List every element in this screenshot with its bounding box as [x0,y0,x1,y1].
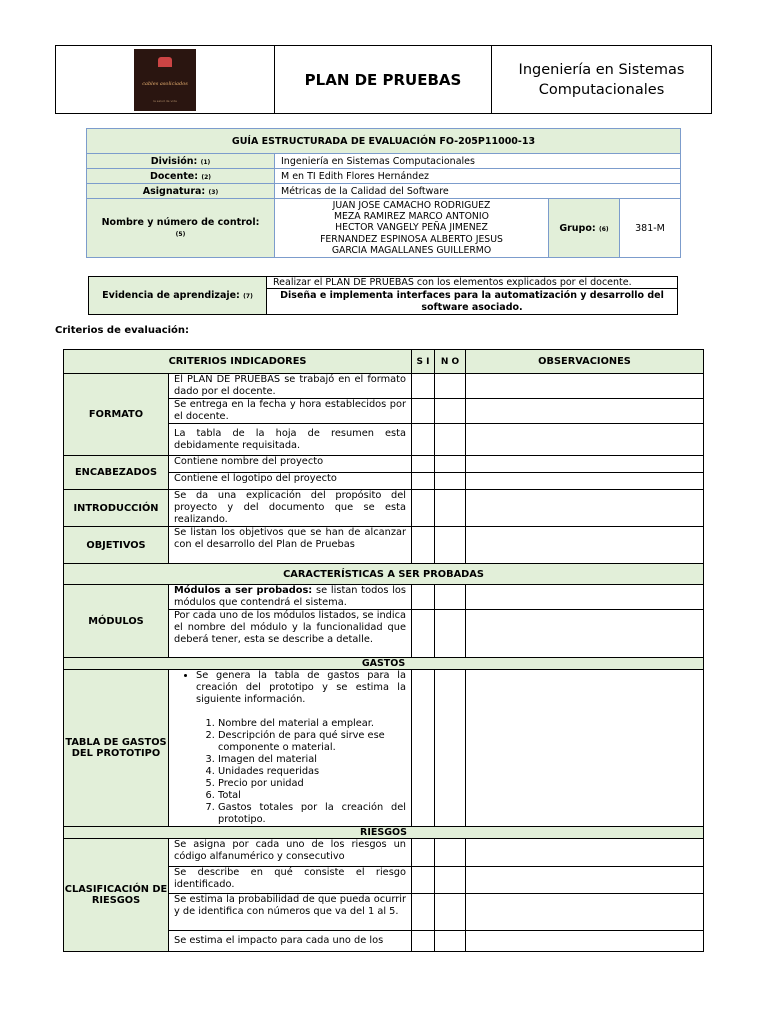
nombre-label: Nombre y número de control: (5) [87,199,275,258]
list-item: • Se genera la tabla de gastos para la creación del prototipo y se estima la siguiente información. [196,670,406,706]
check-no[interactable] [435,670,466,827]
student-name: MEZA RAMIREZ MARCO ANTONIO [334,211,489,223]
docente-label: Docente: (2) [87,169,275,184]
asignatura-value: Métricas de la Calidad del Software [275,184,681,199]
check-no[interactable] [435,490,466,527]
check-no[interactable] [435,839,466,867]
check-no[interactable] [435,473,466,490]
institution-name [492,46,712,114]
student-names [275,199,549,258]
criteria-heading: Criterios de evaluación: [55,325,190,336]
student-name: FERNANDEZ ESPINOSA ALBERTO JESUS [320,233,503,245]
criterion-text: Se estima la probabilidad de que pueda ocurrir y de identifica con números que va del 1 al 5. [169,894,412,931]
category-tabla-gastos: TABLA DE GASTOS DEL PROTOTIPO [64,670,169,827]
observation-cell[interactable] [466,424,704,456]
institution-line-2: Computacionales [538,81,665,98]
list-item: 5. Precio por unidad [218,778,406,790]
list-item: 3. Imagen del material [218,754,406,766]
observation-cell[interactable] [466,867,704,894]
check-no[interactable] [435,585,466,610]
check-si[interactable] [412,839,435,867]
division-value: Ingeniería en Sistemas Computacionales [275,154,681,169]
observation-cell[interactable] [466,585,704,610]
check-si[interactable] [412,585,435,610]
list-item: 4. Unidades requeridas [218,766,406,778]
check-no[interactable] [435,456,466,473]
logo-cell [56,46,275,114]
grupo-value: 381-M [620,199,681,258]
evidence-label: Evidencia de aprendizaje: (7) [89,277,267,315]
observation-cell[interactable] [466,456,704,473]
observation-cell[interactable] [466,473,704,490]
check-no[interactable] [435,399,466,424]
category-modulos: MÓDULOS [64,585,169,658]
observation-cell[interactable] [466,399,704,424]
criterion-text: Contiene nombre del proyecto [169,456,412,473]
category-encabezados: ENCABEZADOS [64,456,169,490]
student-name: JUAN JOSE CAMACHO RODRIGUEZ [332,199,491,211]
document-title: PLAN DE PRUEBAS [275,46,492,114]
evidence-line-2: Diseña e implementa interfaces para la automatización y desarrollo del software asociado. [267,289,678,315]
criterion-text: Se estima el impacto para cada uno de los [169,931,412,952]
grupo-label: Grupo: (6) [549,199,620,258]
category-introduccion: INTRODUCCIÓN [64,490,169,527]
observation-cell[interactable] [466,490,704,527]
student-name: GARCIA MAGALLANES GUILLERMO [331,244,492,256]
logo-subtext: la salud de vida [153,98,177,103]
col-no: N O [435,350,466,374]
observation-cell[interactable] [466,374,704,399]
division-label: División: (1) [87,154,275,169]
check-si[interactable] [412,867,435,894]
criterion-text: Se asigna por cada uno de los riesgos un código alfanumérico y consecutivo [169,839,412,867]
check-no[interactable] [435,610,466,658]
observation-cell[interactable] [466,894,704,931]
check-no[interactable] [435,374,466,399]
institution-line-1: Ingeniería en Sistemas [518,61,685,78]
list-item: 1. Nombre del material a emplear. [218,718,406,730]
criteria-table [63,349,704,952]
section-gastos: GASTOS [64,658,704,670]
criterion-text: Se listan los objetivos que se han de alcanzar con el desarrollo del Plan de Pruebas [169,527,412,564]
section-caracteristicas: CARACTERÍSTICAS A SER PROBADAS [64,564,704,585]
check-no[interactable] [435,527,466,564]
observation-cell[interactable] [466,670,704,827]
guide-title: GUÍA ESTRUCTURADA DE EVALUACIÓN FO-205P11000-13 [87,129,681,154]
observation-cell[interactable] [466,610,704,658]
criterion-text: Contiene el logotipo del proyecto [169,473,412,490]
check-si[interactable] [412,931,435,952]
check-si[interactable] [412,424,435,456]
check-si[interactable] [412,473,435,490]
check-no[interactable] [435,894,466,931]
check-si[interactable] [412,490,435,527]
list-item: 2. Descripción de para qué sirve ese componente o material. [218,730,406,754]
list-item: 7. Gastos totales por la creación del prototipo. [218,802,406,826]
check-si[interactable] [412,527,435,564]
observation-cell[interactable] [466,931,704,952]
observation-cell[interactable] [466,527,704,564]
check-si[interactable] [412,894,435,931]
col-observaciones: OBSERVACIONES [466,350,704,374]
student-name: HECTOR VANGELY PEÑA JIMENEZ [335,222,488,234]
criterion-text: Se da una explicación del propósito del proyecto y del documento que se esta realizando. [169,490,412,527]
gastos-bullet-list [174,670,406,706]
gastos-numbered-list [174,718,406,826]
criterion-text: Módulos a ser probados: se listan todos los módulos que contendrá el sistema. [169,585,412,610]
criterion-text: La tabla de la hoja de resumen esta debidamente requisitada. [169,424,412,456]
asignatura-label: Asignatura: (3) [87,184,275,199]
check-no[interactable] [435,867,466,894]
observation-cell[interactable] [466,839,704,867]
guide-table [86,128,681,258]
check-si[interactable] [412,456,435,473]
logo-text: cables asoliciados [142,80,188,87]
check-si[interactable] [412,374,435,399]
check-si[interactable] [412,610,435,658]
criterion-text: Se entrega en la fecha y hora establecidos por el docente. [169,399,412,424]
category-clasificacion-riesgos: CLASIFICACIÓN DE RIESGOS [64,839,169,952]
col-si: S I [412,350,435,374]
docente-value: M en TI Edith Flores Hernández [275,169,681,184]
check-no[interactable] [435,931,466,952]
document-header [55,45,712,114]
section-riesgos: RIESGOS [64,827,704,839]
criterion-text: Se describe en qué consiste el riesgo identificado. [169,867,412,894]
list-item: 6. Total [218,790,406,802]
criterion-text [169,670,412,827]
criterion-text: El PLAN DE PRUEBAS se trabajó en el formato dado por el docente. [169,374,412,399]
criterion-text: Por cada uno de los módulos listados, se indica el nombre del módulo y la funcionalidad que deberá tener, esta se describe a detalle. [169,610,412,658]
check-si[interactable] [412,670,435,827]
evidence-table [88,276,678,315]
evidence-line-1: Realizar el PLAN DE PRUEBAS con los elementos explicados por el docente. [267,277,678,289]
category-objetivos: OBJETIVOS [64,527,169,564]
check-si[interactable] [412,399,435,424]
category-formato: FORMATO [64,374,169,456]
check-no[interactable] [435,424,466,456]
logo-hat-icon [158,57,172,67]
project-logo [134,49,196,111]
col-indicadores: CRITERIOS INDICADORES [64,350,412,374]
